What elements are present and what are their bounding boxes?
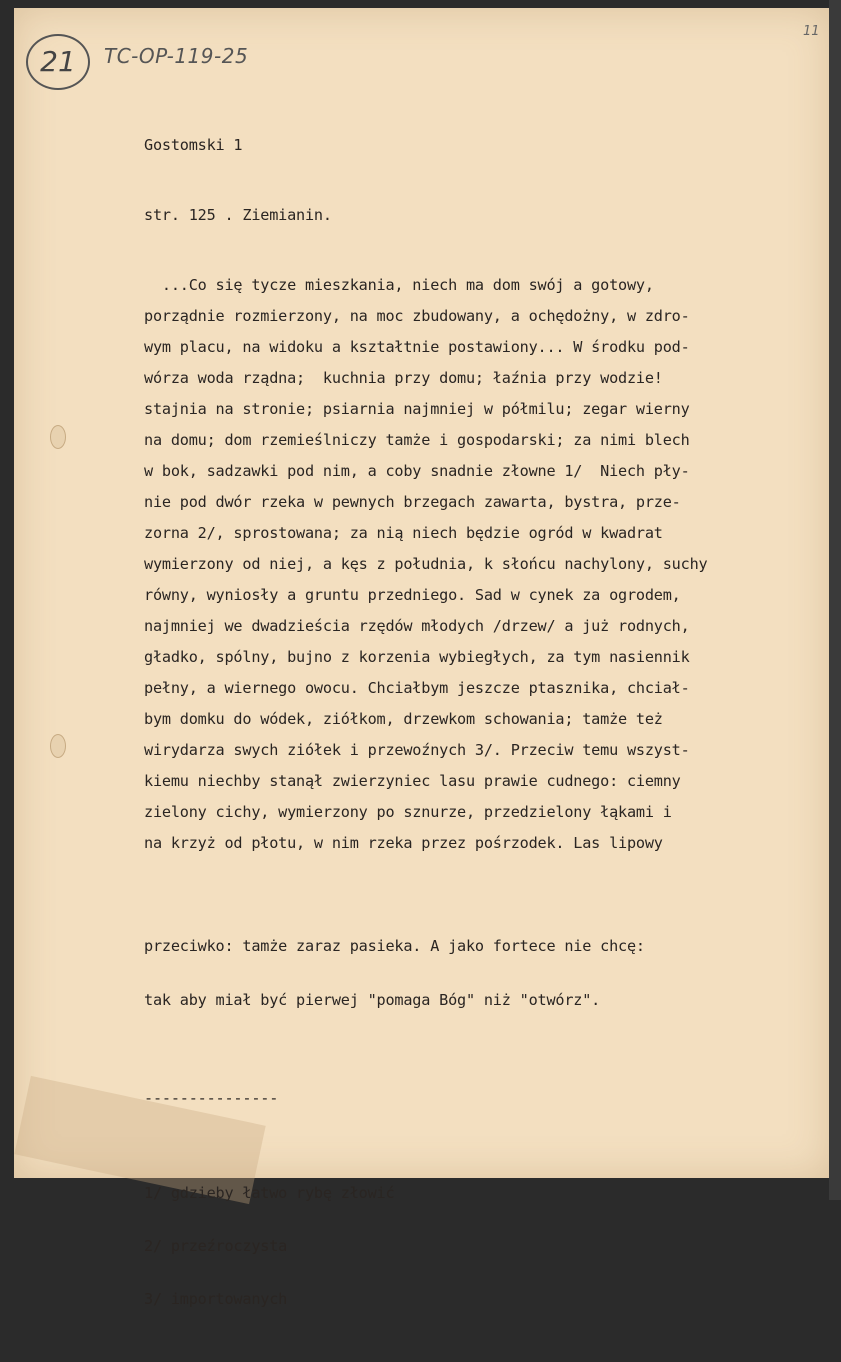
body-text [144, 270, 834, 859]
punch-hole [50, 734, 66, 758]
footnote-separator: --------------- [144, 1089, 279, 1107]
archive-signature: TC-OP-119-25 [104, 44, 249, 68]
body-line: wórza woda rządna; kuchnia przy domu; łaźnia przy wodzie! [144, 369, 663, 387]
body-line: ...Co się tycze mieszkania, niech ma dom swój a gotowy, [144, 276, 654, 294]
closing-text [144, 901, 834, 1045]
body-line: najmniej we dwadzieścia rzędów młodych /drzew/ a już rodnych, [144, 617, 690, 635]
body-line: wym placu, na widoku a kształtnie postawiony... W środku pod- [144, 338, 690, 356]
body-line: zielony cichy, wymierzony po sznurze, przedzielony łąkami i [144, 803, 672, 821]
body-line: zorna 2/, sprostowana; za nią niech będzie ogród w kwadrat [144, 524, 663, 542]
header-author: Gostomski 1 [144, 136, 243, 154]
body-line: na krzyż od płotu, w nim rzeka przez pośrzodek. Las lipowy [144, 834, 663, 852]
body-line: równy, wyniosły a gruntu przedniego. Sad w cynek za ogrodem, [144, 586, 681, 604]
body-line: bym domku do wódek, ziółkom, drzewkom schowania; tamże też [144, 710, 663, 728]
punch-hole [50, 425, 66, 449]
body-line: nie pod dwór rzeka w pewnych brzegach zawarta, bystra, prze- [144, 493, 681, 511]
body-line: porządnie rozmierzony, na moc zbudowany, a ochędożny, w zdro- [144, 307, 690, 325]
closing-line: tak aby miał być pierwej "pomaga Bóg" niż "otwórz". [144, 991, 601, 1009]
header-source: str. 125 . Ziemianin. [144, 206, 332, 224]
footnotes [144, 1149, 834, 1344]
closing-line: przeciwko: tamże zaraz pasieka. A jako fortece nie chcę: [144, 937, 645, 955]
typed-text [144, 94, 834, 1362]
body-line: gładko, spólny, bujno z korzenia wybiegłych, za tym nasiennik [144, 648, 690, 666]
body-line: kiemu niechby stanął zwierzyniec lasu prawie cudnego: ciemny [144, 772, 681, 790]
body-line: wymierzony od niej, a kęs z południa, k słońcu nachylony, suchy [144, 555, 708, 573]
footnote: 1/ gdzieby łatwo rybę złowić [144, 1184, 395, 1202]
footnote: 2/ przeźroczysta [144, 1237, 288, 1255]
body-line: stajnia na stronie; psiarnia najmniej w półmilu; zegar wierny [144, 400, 690, 418]
body-line: w bok, sadzawki pod nim, a coby snadnie złowne 1/ Niech pły- [144, 462, 690, 480]
body-line: wirydarza swych ziółek i przewoźnych 3/. Przeciw temu wszyst- [144, 741, 690, 759]
circled-number-annotation: 21 [26, 34, 90, 90]
page-number: 11 [803, 24, 820, 39]
body-line: pełny, a wiernego owocu. Chciałbym jeszcze ptasznika, chciał- [144, 679, 690, 697]
body-line: na domu; dom rzemieślniczy tamże i gospodarski; za nimi blech [144, 431, 690, 449]
footnote: 3/ importowanych [144, 1290, 288, 1308]
